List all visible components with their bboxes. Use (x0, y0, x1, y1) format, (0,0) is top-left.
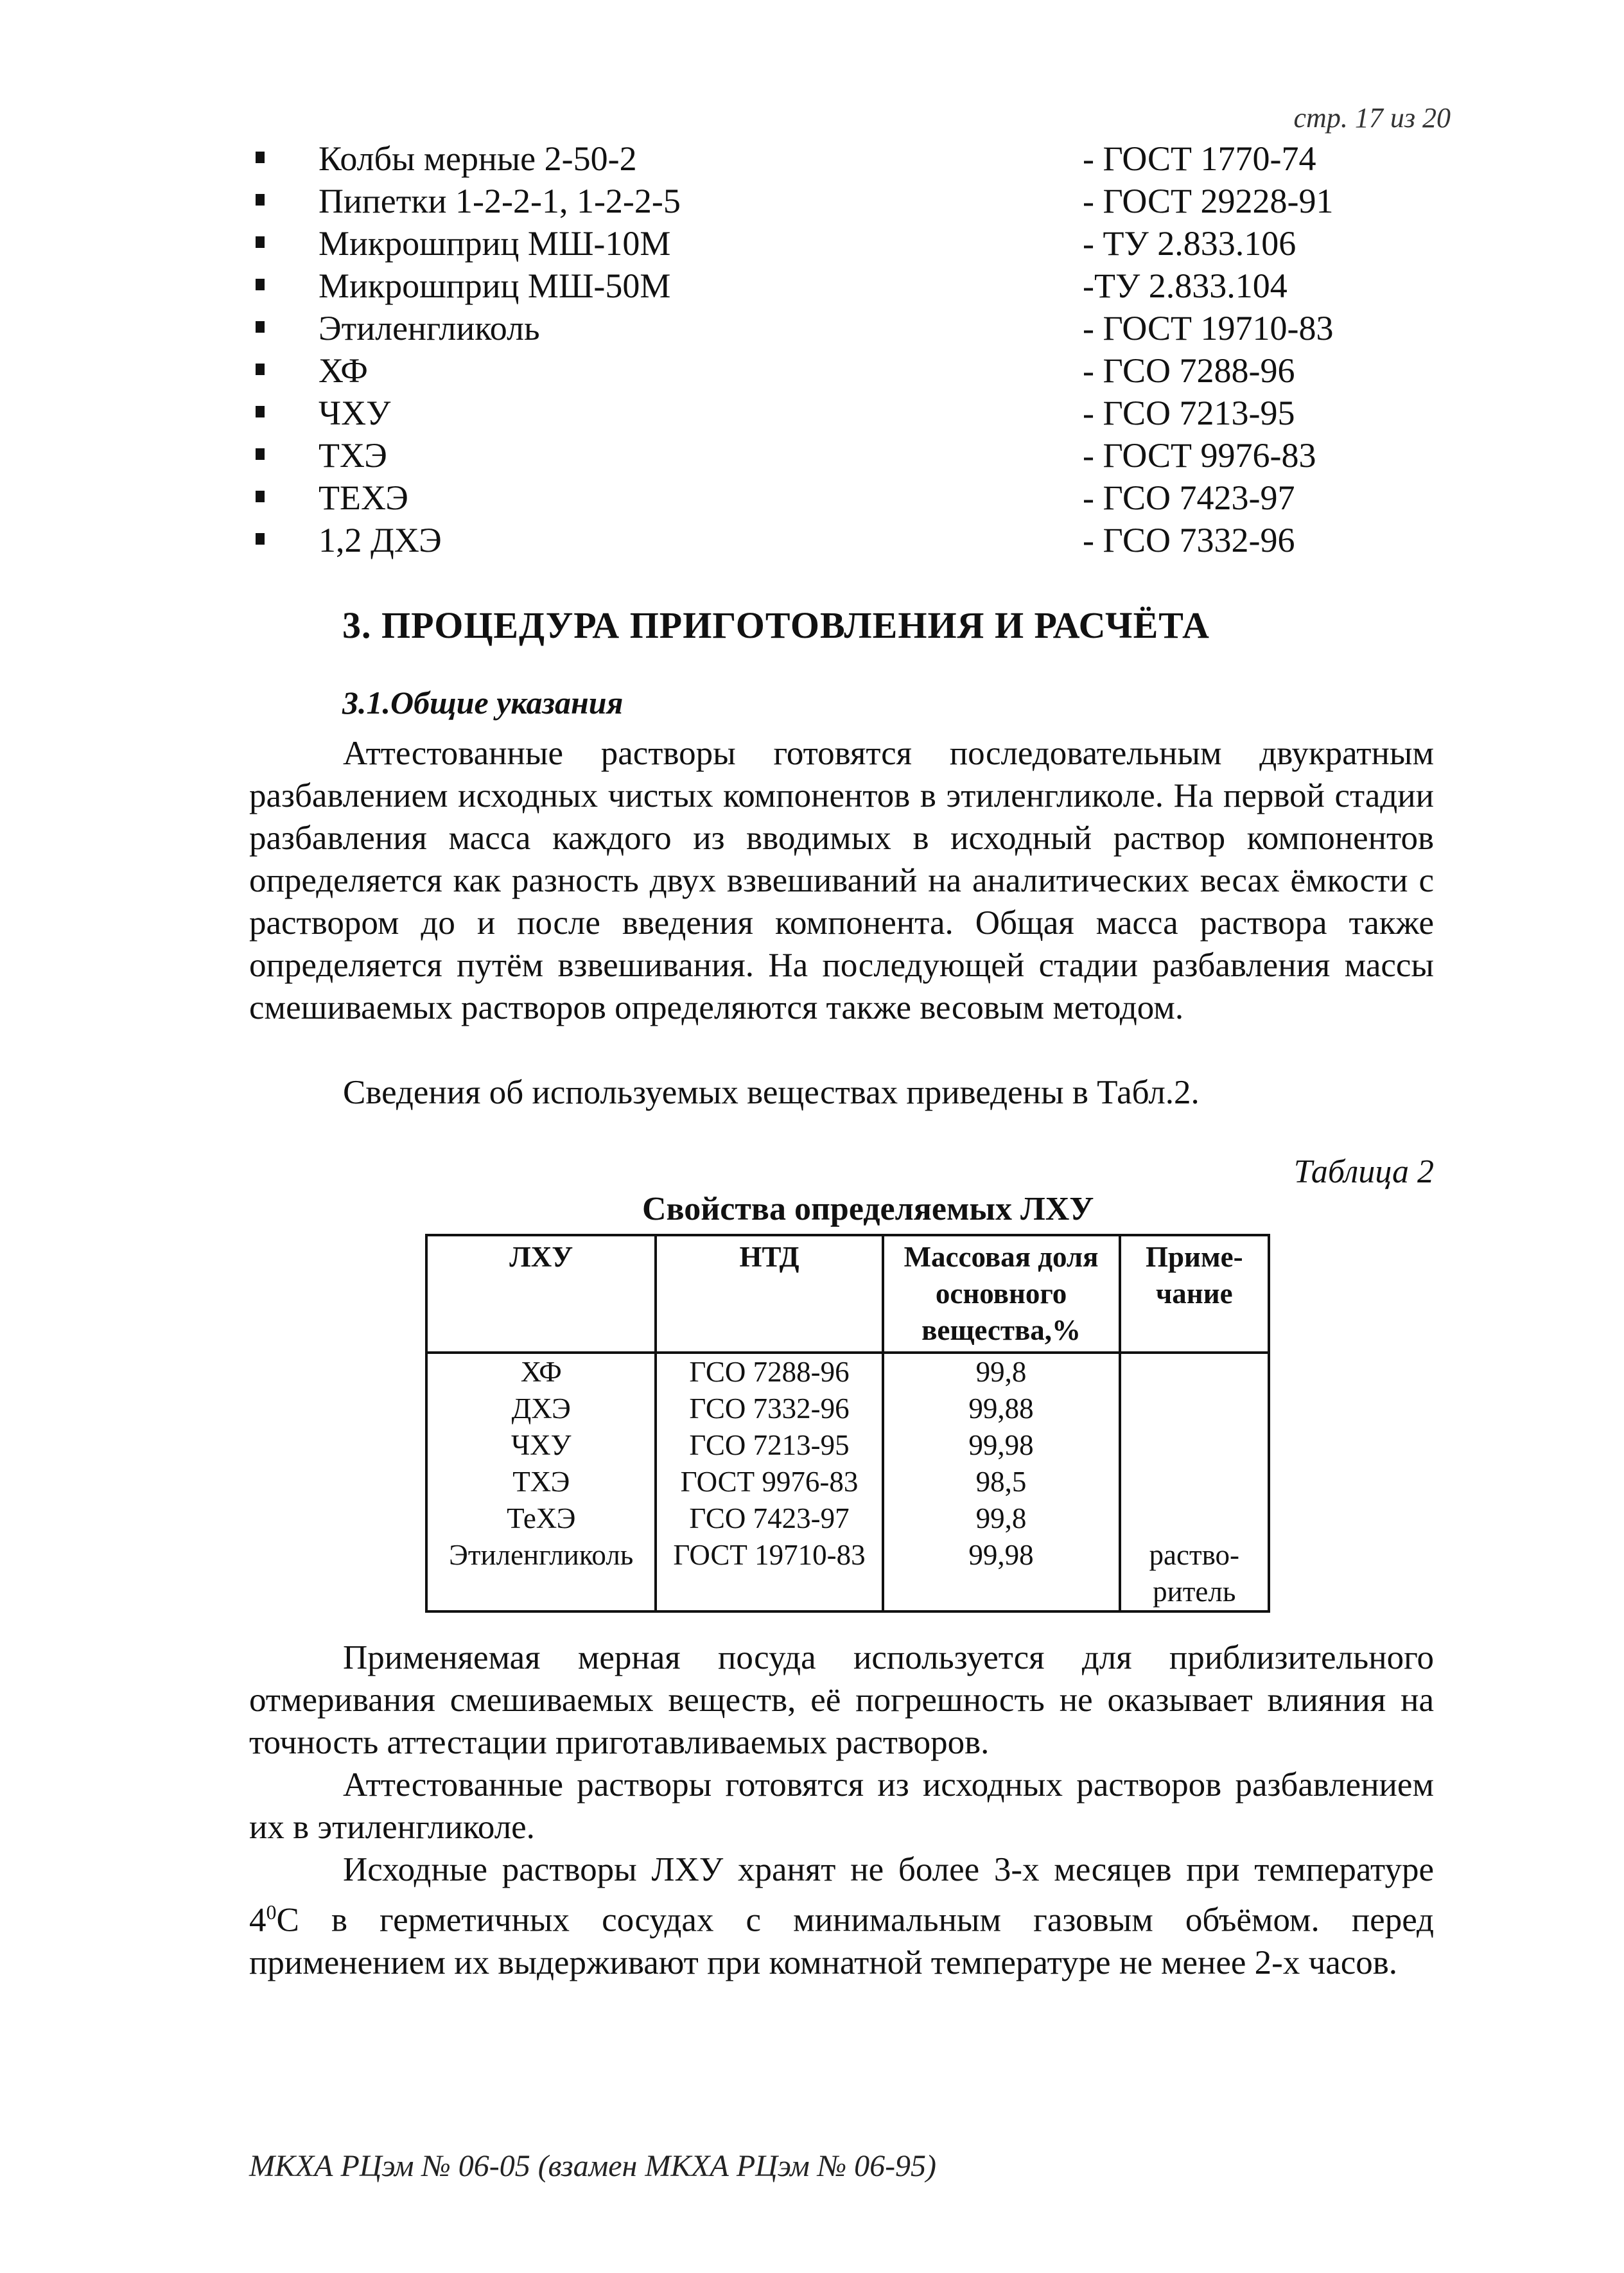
bullet-icon (256, 533, 265, 545)
material-standard: - ГОСТ 19710-83 (1083, 309, 1334, 347)
table-caption: Таблица 2 (1293, 1154, 1434, 1190)
material-name: Микрошприц МШ-50М (319, 267, 671, 305)
material-name: ТХЭ (319, 436, 387, 475)
table-cell: ТеХЭ (426, 1500, 656, 1537)
list-item (256, 477, 1411, 519)
table-row (426, 1391, 1269, 1427)
table-header-cell: Массовая доля основного вещества,% (883, 1235, 1120, 1353)
table-cell: ГСО 7423-97 (656, 1500, 882, 1537)
paragraph-text: Применяемая мерная посуда используется для приблизительного отмеривания смешиваемых веществ, её погрешность не оказывает влияния на точность аттестации приготавливаемых растворов. (249, 1639, 1434, 1761)
table-cell: ГОСТ 19710-83 (656, 1537, 882, 1611)
paragraph-text: Аттестованные растворы готовятся из исходных растворов разбавлением их в этиленгликоле. (249, 1766, 1434, 1846)
list-item (256, 137, 1411, 180)
material-standard: -ТУ 2.833.104 (1083, 267, 1288, 305)
material-standard: - ГСО 7423-97 (1083, 478, 1295, 517)
material-name: ЧХУ (319, 394, 391, 432)
list-item (256, 222, 1411, 265)
table-cell: 99,88 (883, 1391, 1120, 1427)
paragraph-glassware (249, 1637, 1434, 1764)
subsection-heading: 3.1.Общие указания (342, 685, 624, 721)
table-cell: 99,98 (883, 1427, 1120, 1464)
table-cell: ГСО 7213-95 (656, 1427, 882, 1464)
paragraph-table-ref (249, 1071, 1434, 1114)
document-footer: МКХА РЦэм № 06-05 (взамен МКХА РЦэм № 06-95) (249, 2149, 937, 2183)
table-cell: 99,8 (883, 1500, 1120, 1537)
bullet-icon (256, 364, 265, 375)
superscript-degree: 0 (266, 1900, 277, 1924)
list-item (256, 265, 1411, 307)
bullet-icon (256, 491, 265, 502)
table-row (426, 1500, 1269, 1537)
properties-table (425, 1234, 1270, 1613)
material-standard: - ГОСТ 29228-91 (1083, 182, 1334, 220)
bullet-icon (256, 406, 265, 417)
bullet-icon (256, 279, 265, 290)
bullet-icon (256, 321, 265, 333)
table-cell: ТХЭ (426, 1464, 656, 1500)
paragraph-general (249, 732, 1434, 1029)
material-standard: - ГСО 7213-95 (1083, 394, 1295, 432)
table-cell: ДХЭ (426, 1391, 656, 1427)
list-item (256, 180, 1411, 222)
table-cell (1120, 1464, 1269, 1500)
table-row (426, 1464, 1269, 1500)
table-cell (1120, 1353, 1269, 1391)
section-heading: 3. ПРОЦЕДУРА ПРИГОТОВЛЕНИЯ И РАСЧЁТА (342, 604, 1210, 646)
table-row (426, 1353, 1269, 1391)
table-cell: ГОСТ 9976-83 (656, 1464, 882, 1500)
list-item (256, 349, 1411, 392)
list-item (256, 307, 1411, 349)
bullet-icon (256, 152, 265, 163)
material-name: Пипетки 1-2-2-1, 1-2-2-5 (319, 182, 681, 220)
paragraph-attested (249, 1764, 1434, 1848)
table-header-cell: ЛХУ (426, 1235, 656, 1353)
material-name: Колбы мерные 2-50-2 (319, 139, 637, 178)
paragraph-text: Аттестованные растворы готовятся последовательным двукратным разбавлением исходных чистых компонентов в этиленгликоле. На первой стадии разбавления масса каждого из вводимых в исходный раствор компонентов определяется как разность двух взвешиваний на аналитических весах ёмкости с раствором до и после введения компонента. Общая масса раствора также определяется путём взвешивания. На последующей стадии разбавления массы смешиваемых растворов определяются также весовым методом. (249, 735, 1434, 1026)
paragraph-text: С в герметичных сосудах с минимальным газовым объёмом. перед применением их выдерживают при комнатной температуре не менее 2-х часов. (249, 1901, 1434, 1981)
table-cell (1120, 1391, 1269, 1427)
table-row (426, 1537, 1269, 1611)
table-cell (1120, 1427, 1269, 1464)
material-name: Этиленгликоль (319, 309, 540, 347)
list-item (256, 434, 1411, 477)
table-cell: ЧХУ (426, 1427, 656, 1464)
table-row (426, 1427, 1269, 1464)
table-cell: 98,5 (883, 1464, 1120, 1500)
material-standard: - ГСО 7288-96 (1083, 351, 1295, 390)
paragraph-text: Исходные растворы ЛХУ хранят не более 3-х месяцев при температуре 4 (249, 1851, 1434, 1939)
table-cell: 99,8 (883, 1353, 1120, 1391)
material-name: Микрошприц МШ-10М (319, 224, 671, 263)
table-cell: раство-ритель (1120, 1537, 1269, 1611)
paragraph-storage (249, 1848, 1434, 1984)
bullet-icon (256, 448, 265, 460)
table-title: Свойства определяемых ЛХУ (642, 1191, 1094, 1227)
table-header-cell: НТД (656, 1235, 882, 1353)
list-item (256, 519, 1411, 561)
material-standard: - ГСО 7332-96 (1083, 521, 1295, 559)
material-name: ХФ (319, 351, 368, 390)
bullet-icon (256, 236, 265, 248)
table-cell: ГСО 7332-96 (656, 1391, 882, 1427)
table-cell: 99,98 (883, 1537, 1120, 1611)
table-cell: Этиленгликоль (426, 1537, 656, 1611)
material-name: 1,2 ДХЭ (319, 521, 442, 559)
material-standard: - ТУ 2.833.106 (1083, 224, 1297, 263)
table-cell: ГСО 7288-96 (656, 1353, 882, 1391)
material-standard: - ГОСТ 9976-83 (1083, 436, 1316, 475)
materials-list (256, 137, 1411, 561)
table-header-cell: Приме-чание (1120, 1235, 1269, 1353)
table-cell (1120, 1500, 1269, 1537)
table-header-row (426, 1235, 1269, 1353)
table-cell: ХФ (426, 1353, 656, 1391)
list-item (256, 392, 1411, 434)
bullet-icon (256, 194, 265, 206)
material-standard: - ГОСТ 1770-74 (1083, 139, 1316, 178)
page-number: стр. 17 из 20 (1293, 102, 1451, 134)
paragraph-text: Сведения об используемых веществах приведены в Табл.2. (343, 1074, 1200, 1111)
material-name: ТЕХЭ (319, 478, 408, 517)
